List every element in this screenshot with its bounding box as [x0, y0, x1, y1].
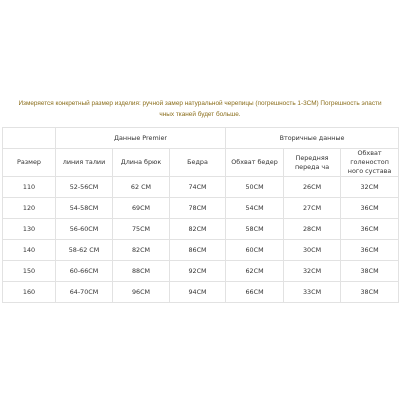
cell-waist: 64-70СМ: [56, 282, 113, 303]
measurement-notice: [0, 98, 400, 120]
cell-length: 96СМ: [113, 282, 170, 303]
cell-size: 110: [3, 177, 56, 198]
column-header-size: Размер: [3, 149, 56, 177]
corner-cell: [3, 128, 56, 149]
table-row: [3, 282, 399, 303]
cell-length: 62 СМ: [113, 177, 170, 198]
column-header-waist: линия талии: [56, 149, 113, 177]
group-header-premier: Данные Premier: [56, 128, 226, 149]
cell-size: 120: [3, 198, 56, 219]
column-header-length: Длина брюк: [113, 149, 170, 177]
cell-thigh: 62СМ: [226, 261, 284, 282]
cell-length: 75СМ: [113, 219, 170, 240]
cell-ankle: 38СМ: [341, 282, 399, 303]
cell-hips: 82СМ: [170, 219, 226, 240]
cell-hips: 86СМ: [170, 240, 226, 261]
cell-length: 69СМ: [113, 198, 170, 219]
cell-hips: 94СМ: [170, 282, 226, 303]
cell-hips: 74СМ: [170, 177, 226, 198]
notice-line-2: чных тканей будет больше.: [159, 111, 241, 118]
cell-thigh: 54СМ: [226, 198, 284, 219]
notice-line-1: Измеряется конкретный размер изделия: ручной замер натуральной черепицы (погрешность 1-3СМ) Погрешность эласти: [18, 100, 382, 107]
cell-front-rise: 32СМ: [284, 261, 341, 282]
column-header-front-rise: Передняя переда ча: [284, 149, 341, 177]
table-row: [3, 261, 399, 282]
cell-hips: 92СМ: [170, 261, 226, 282]
cell-thigh: 60СМ: [226, 240, 284, 261]
cell-size: 160: [3, 282, 56, 303]
cell-waist: 58-62 СМ: [56, 240, 113, 261]
cell-ankle: 36СМ: [341, 198, 399, 219]
cell-ankle: 38СМ: [341, 261, 399, 282]
table-row: [3, 240, 399, 261]
cell-waist: 54-58СМ: [56, 198, 113, 219]
cell-front-rise: 28СМ: [284, 219, 341, 240]
cell-front-rise: 33СМ: [284, 282, 341, 303]
table-row: [3, 219, 399, 240]
cell-thigh: 50СМ: [226, 177, 284, 198]
cell-hips: 78СМ: [170, 198, 226, 219]
column-header-hips: Бедра: [170, 149, 226, 177]
cell-front-rise: 26СМ: [284, 177, 341, 198]
cell-ankle: 36СМ: [341, 219, 399, 240]
group-header-row: [3, 128, 399, 149]
cell-ankle: 32СМ: [341, 177, 399, 198]
cell-waist: 60-66СМ: [56, 261, 113, 282]
column-header-thigh: Обхват бедер: [226, 149, 284, 177]
cell-size: 130: [3, 219, 56, 240]
cell-ankle: 36СМ: [341, 240, 399, 261]
cell-front-rise: 27СМ: [284, 198, 341, 219]
column-header-row: [3, 149, 399, 177]
cell-thigh: 58СМ: [226, 219, 284, 240]
cell-waist: 52-56СМ: [56, 177, 113, 198]
cell-thigh: 66СМ: [226, 282, 284, 303]
size-chart-table: [2, 127, 399, 303]
cell-length: 88СМ: [113, 261, 170, 282]
table-row: [3, 198, 399, 219]
group-header-secondary: Вторичные данные: [226, 128, 399, 149]
cell-size: 150: [3, 261, 56, 282]
cell-waist: 56-60СМ: [56, 219, 113, 240]
column-header-ankle: Обхват голеностоп ного сустава: [341, 149, 399, 177]
cell-size: 140: [3, 240, 56, 261]
cell-length: 82СМ: [113, 240, 170, 261]
table-row: [3, 177, 399, 198]
cell-front-rise: 30СМ: [284, 240, 341, 261]
